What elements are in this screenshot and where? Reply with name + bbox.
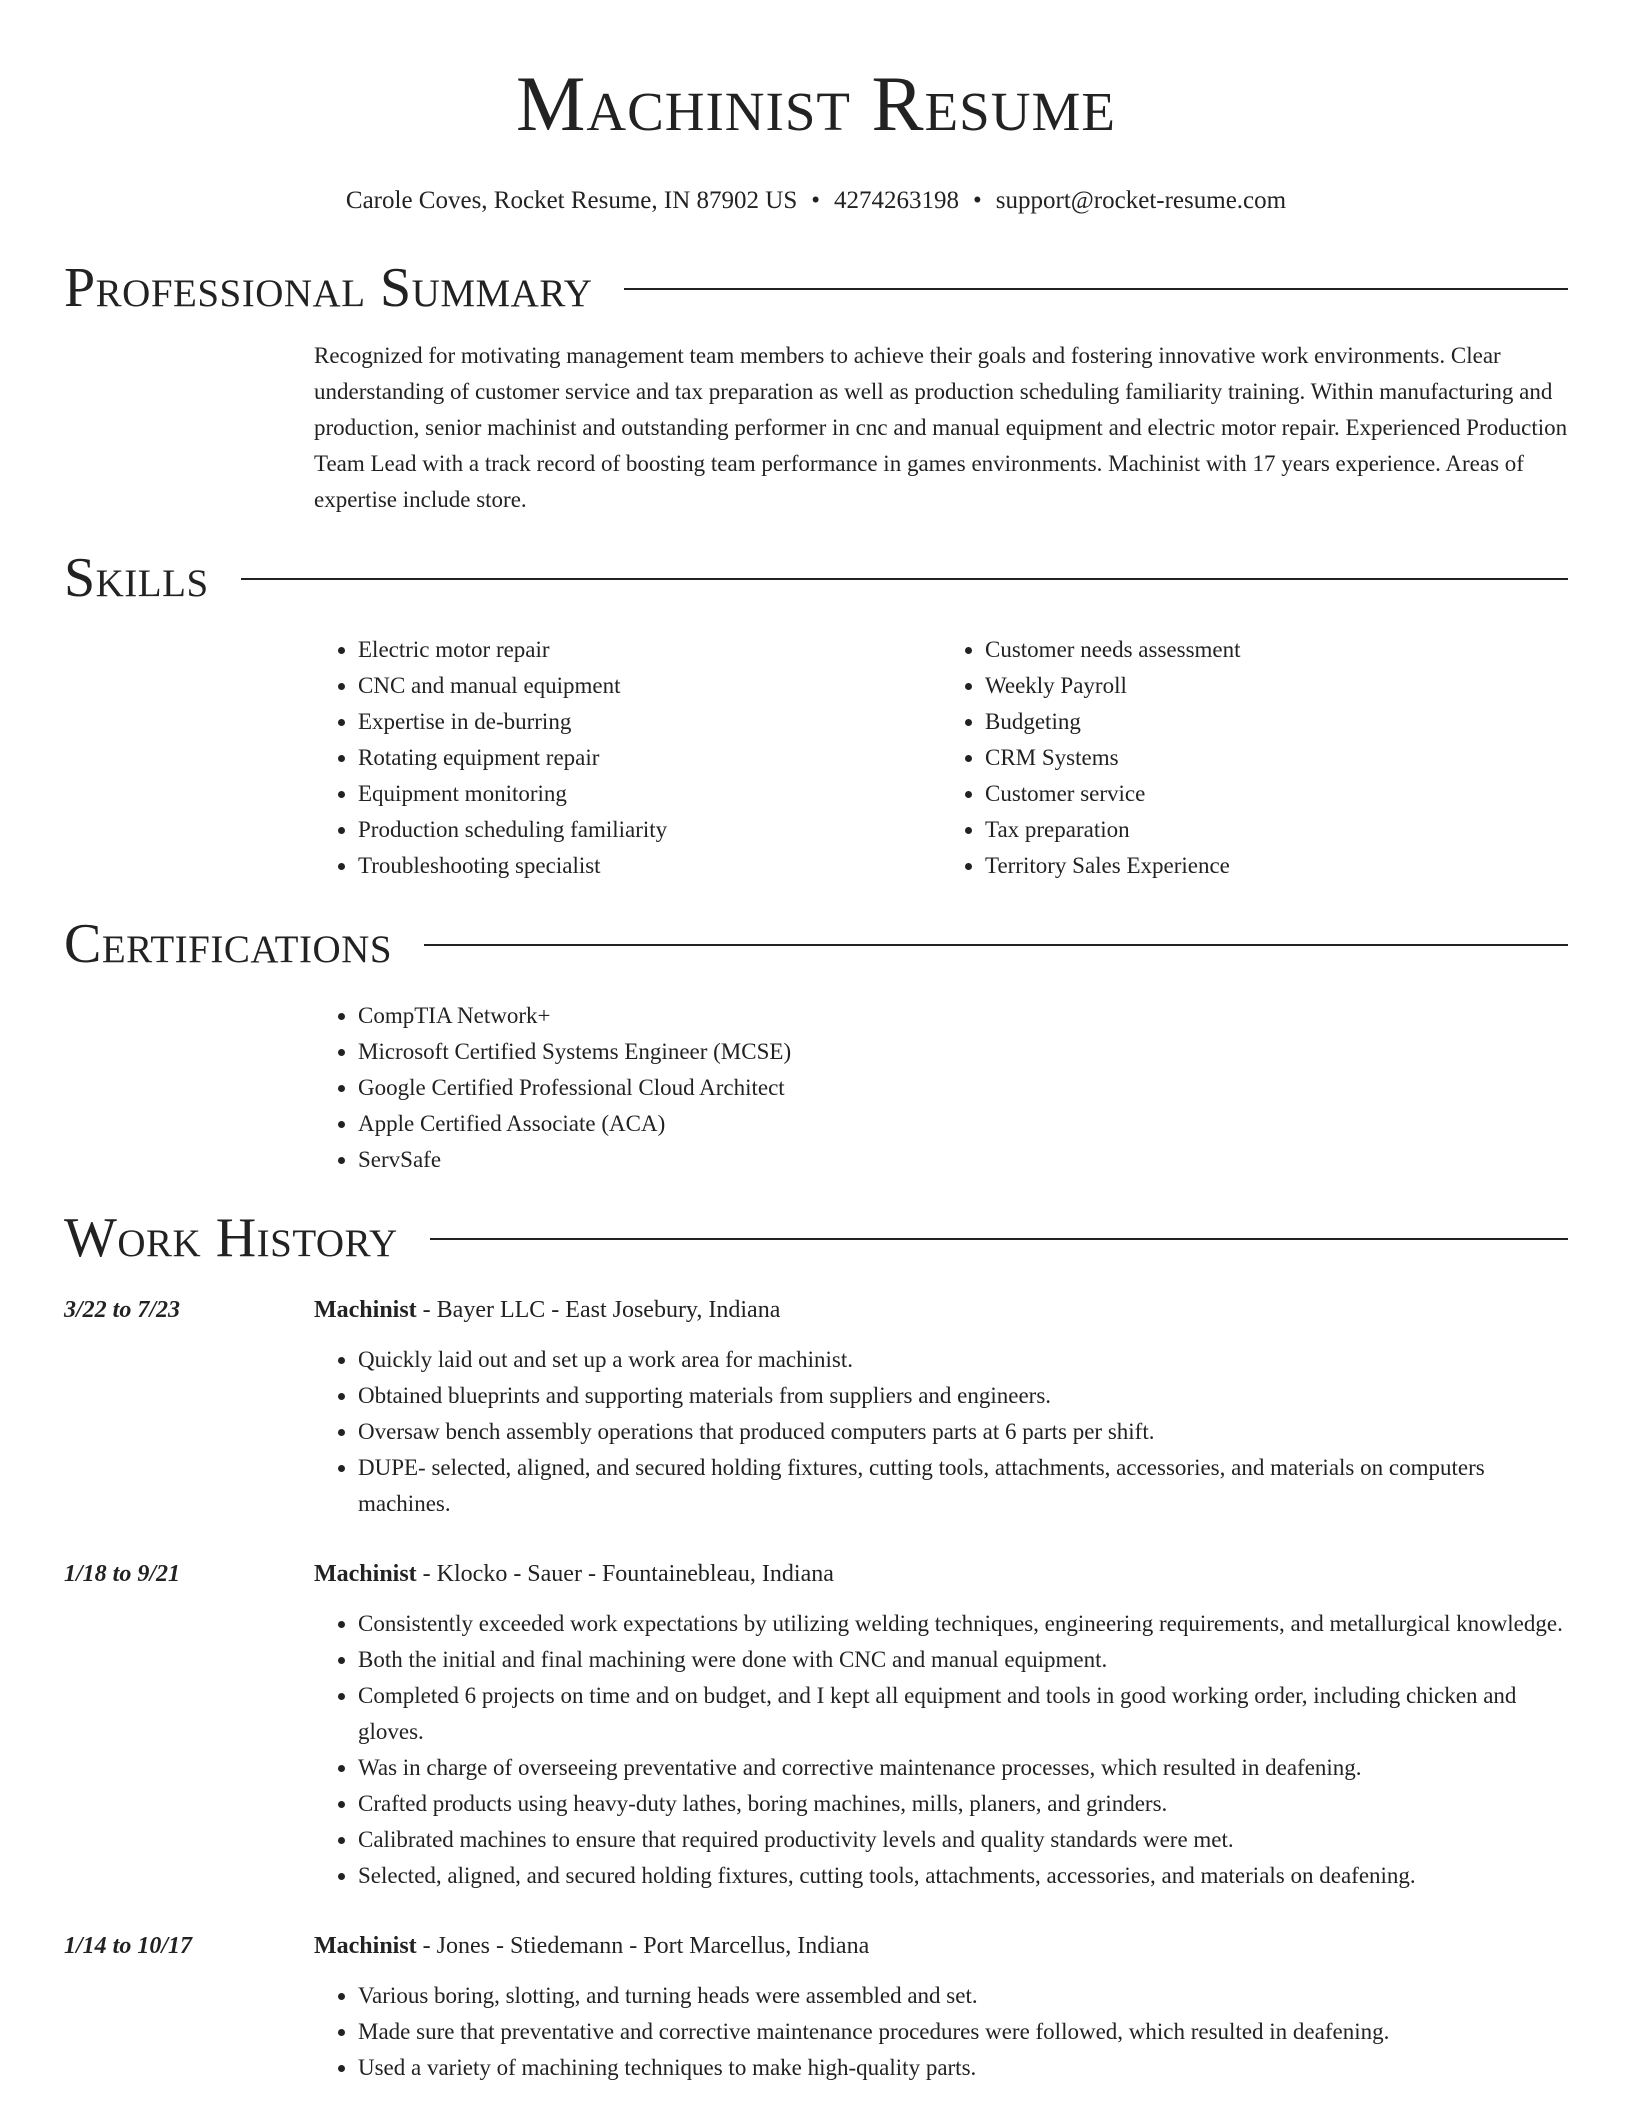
job-dates: 1/18 to 9/21: [64, 1561, 181, 1587]
job-bullet: • Obtained blueprints and supporting materials from suppliers and engineers.: [358, 1378, 1568, 1414]
job-bullet: • Oversaw bench assembly operations that produced computers parts at 6 parts per shift.: [358, 1414, 1568, 1450]
job-heading: [314, 1292, 780, 1328]
skill-item: • Budgeting: [985, 704, 1568, 740]
summary-section-header: [64, 256, 1568, 320]
certification-item: • CompTIA Network+: [358, 998, 1568, 1034]
certifications-heading: Certifications: [64, 913, 393, 975]
job-bullet: • DUPE- selected, aligned, and secured holding fixtures, cutting tools, attachments, accessories, and materials on computers machines.: [358, 1450, 1568, 1522]
contact-line: [64, 186, 1568, 216]
job-bullet: • Made sure that preventative and corrective maintenance procedures were followed, which resulted in deafening.: [358, 2014, 1568, 2050]
job-header: [64, 1292, 1568, 1328]
certification-item: • Microsoft Certified Systems Engineer (MCSE): [358, 1034, 1568, 1070]
certification-item: • Apple Certified Associate (ACA): [358, 1106, 1568, 1142]
certifications-list: [314, 998, 1568, 1178]
job-bullet: • Calibrated machines to ensure that required productivity levels and quality standards were met.: [358, 1822, 1568, 1858]
job-heading: [314, 1928, 869, 1964]
job-entry: [64, 1556, 1568, 1894]
skill-item: • Equipment monitoring: [358, 776, 941, 812]
job-bullet: • Quickly laid out and set up a work area for machinist.: [358, 1342, 1568, 1378]
certification-item: • ServSafe: [358, 1142, 1568, 1178]
work-history-section-header: [64, 1206, 1568, 1270]
section-divider: [424, 944, 1568, 946]
skills-list: [314, 632, 1568, 884]
skill-item: • Weekly Payroll: [985, 668, 1568, 704]
skill-item: • Tax preparation: [985, 812, 1568, 848]
summary-heading: Professional Summary: [64, 257, 593, 319]
contact-email: support@rocket-resume.com: [995, 187, 1287, 214]
job-details: - Bayer LLC - East Josebury, Indiana: [416, 1297, 781, 1323]
certifications-section-header: [64, 912, 1568, 976]
skill-item: • Expertise in de-burring: [358, 704, 941, 740]
skill-item: • CNC and manual equipment: [358, 668, 941, 704]
job-heading: [314, 1556, 834, 1592]
contact-address: Carole Coves, Rocket Resume, IN 87902 US: [345, 187, 798, 214]
contact-separator: •: [811, 187, 821, 214]
skill-item: • Customer needs assessment: [985, 632, 1568, 668]
certification-item: • Google Certified Professional Cloud Architect: [358, 1070, 1568, 1106]
section-divider: [430, 1238, 1568, 1240]
job-dates: 3/22 to 7/23: [64, 1297, 181, 1323]
job-bullet: • Was in charge of overseeing preventative and corrective maintenance processes, which resulted in deafening.: [358, 1750, 1568, 1786]
section-divider: [241, 578, 1568, 580]
job-bullets: [314, 1342, 1568, 1522]
job-bullet: • Various boring, slotting, and turning heads were assembled and set.: [358, 1978, 1568, 2014]
skills-column-right: [941, 632, 1568, 884]
job-bullet: • Both the initial and final machining were done with CNC and manual equipment.: [358, 1642, 1568, 1678]
skill-item: • Territory Sales Experience: [985, 848, 1568, 884]
job-header: [64, 1556, 1568, 1592]
job-title: Machinist: [314, 1297, 417, 1323]
job-details: - Jones - Stiedemann - Port Marcellus, Indiana: [416, 1933, 870, 1959]
contact-phone: 4274263198: [834, 187, 960, 214]
job-bullet: • Selected, aligned, and secured holding fixtures, cutting tools, attachments, accessories, and materials on deafening.: [358, 1858, 1568, 1894]
resume-title: Machinist Resume: [516, 60, 1116, 147]
job-bullets: [314, 1606, 1568, 1894]
section-divider: [624, 288, 1568, 290]
job-bullet: • Consistently exceeded work expectations by utilizing welding techniques, engineering requirements, and metallurgical knowledge.: [358, 1606, 1568, 1642]
skill-item: • Electric motor repair: [358, 632, 941, 668]
job-bullet: • Completed 6 projects on time and on budget, and I kept all equipment and tools in good working order, including chicken and gloves.: [358, 1678, 1568, 1750]
skills-section-header: [64, 546, 1568, 610]
work-history-heading: Work History: [64, 1207, 398, 1269]
job-details: - Klocko - Sauer - Fountainebleau, Indiana: [416, 1561, 834, 1587]
job-bullet: • Used a variety of machining techniques to make high-quality parts.: [358, 2050, 1568, 2086]
skill-item: • Customer service: [985, 776, 1568, 812]
job-bullet: • Crafted products using heavy-duty lathes, boring machines, mills, planers, and grinders.: [358, 1786, 1568, 1822]
skill-item: • Troubleshooting specialist: [358, 848, 941, 884]
skill-item: • CRM Systems: [985, 740, 1568, 776]
summary-text: Recognized for motivating management team members to achieve their goals and fostering innovative work environments. Clear understanding of customer service and tax preparation as well as production scheduling familiarity training. Within manufacturing and production, senior machinist and outstanding performer in cnc and manual equipment and electric motor repair. Experienced Production Team Lead with a track record of boosting team performance in games environments. Machinist with 17 years experience. Areas of expertise include store.: [314, 343, 1568, 512]
job-dates: 1/14 to 10/17: [64, 1933, 193, 1959]
job-entry: [64, 1292, 1568, 1522]
job-title: Machinist: [314, 1561, 417, 1587]
skills-column-left: [314, 632, 941, 884]
job-entry: [64, 1928, 1568, 2086]
skills-heading: Skills: [64, 547, 209, 609]
contact-separator: •: [973, 187, 982, 214]
skill-item: • Rotating equipment repair: [358, 740, 941, 776]
skill-item: • Production scheduling familiarity: [358, 812, 941, 848]
job-bullets: [314, 1978, 1568, 2086]
job-title: Machinist: [314, 1933, 417, 1959]
job-header: [64, 1928, 1568, 1964]
